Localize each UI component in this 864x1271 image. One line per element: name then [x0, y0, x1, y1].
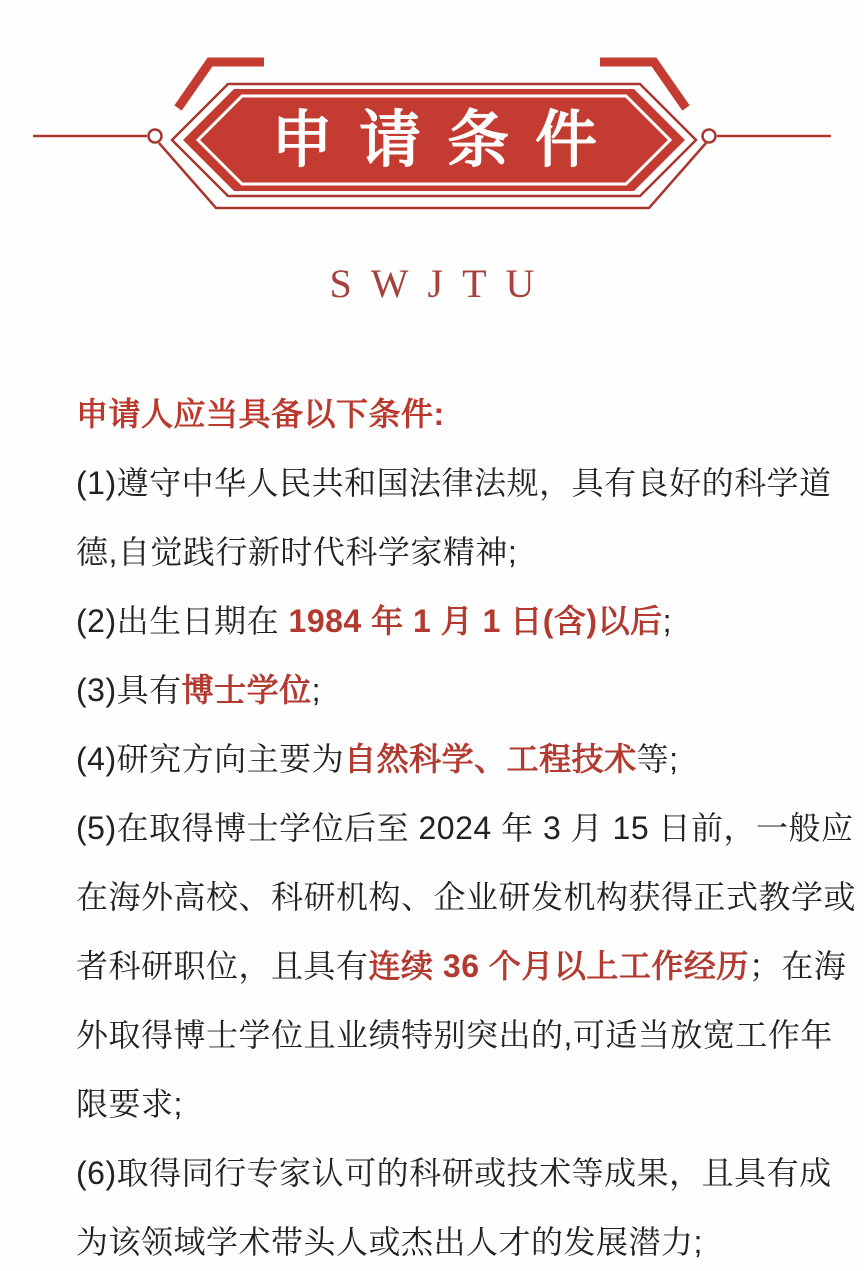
text-segment: ; — [311, 672, 322, 708]
text-segment: (1)遵守中华人民共和国法律法规，具有良好的科学道 — [76, 465, 832, 501]
section-heading — [76, 380, 802, 449]
text-segment: 德,自觉践行新时代科学家精神; — [76, 534, 518, 570]
emphasis-text: 申请人应当具备以下条件: — [76, 396, 445, 432]
emphasis-text: 连续 36 个月以上工作经历 — [368, 948, 749, 984]
header-banner — [0, 0, 864, 250]
text-segment: (2)出生日期在 — [76, 603, 289, 639]
emphasis-text: 自然科学、工程技术 — [344, 741, 637, 777]
text-segment: 为该领域学术带头人或杰出人才的发展潜力; — [76, 1224, 703, 1260]
banner-decoration — [0, 0, 864, 250]
left-connector-circle — [149, 130, 162, 143]
right-connector-circle — [703, 130, 716, 143]
text-segment: 外取得博士学位且业绩特别突出的,可适当放宽工作年 — [76, 1017, 833, 1053]
text-segment: ; — [662, 603, 672, 639]
subtitle-swjtu: SWJTU — [329, 261, 554, 306]
body-line — [76, 932, 847, 1001]
body-line — [76, 794, 854, 863]
text-segment: (5)在取得博士学位后至 2024 年 3 月 15 日前，一般应 — [76, 810, 854, 846]
text-segment: (6)取得同行专家认可的科研或技术等成果，且具有成 — [76, 1155, 832, 1191]
text-segment: ；在海 — [748, 948, 847, 984]
body-line — [76, 656, 802, 725]
body-line — [76, 1070, 802, 1139]
body-line — [76, 587, 802, 656]
text-segment: (4)研究方向主要为 — [76, 741, 345, 777]
body-line — [76, 449, 832, 518]
emphasis-text: 博士学位 — [181, 672, 312, 708]
text-segment: 在海外高校、科研机构、企业研发机构获得正式教学或 — [76, 879, 857, 915]
text-segment: 等; — [636, 741, 679, 777]
body-lines — [76, 380, 857, 1271]
banner-title: 申请条件 — [270, 107, 624, 175]
body-line — [76, 518, 802, 587]
emphasis-text: 1984 年 1 月 1 日(含)以后 — [288, 603, 663, 639]
text-segment: 限要求; — [76, 1086, 183, 1122]
text-segment: 者科研职位，且具有 — [76, 948, 369, 984]
body-line — [76, 725, 802, 794]
body-line — [76, 863, 857, 932]
text-segment: (3)具有 — [76, 672, 182, 708]
body-line — [76, 1139, 832, 1208]
body-line — [76, 1001, 833, 1070]
body-line — [76, 1208, 802, 1271]
